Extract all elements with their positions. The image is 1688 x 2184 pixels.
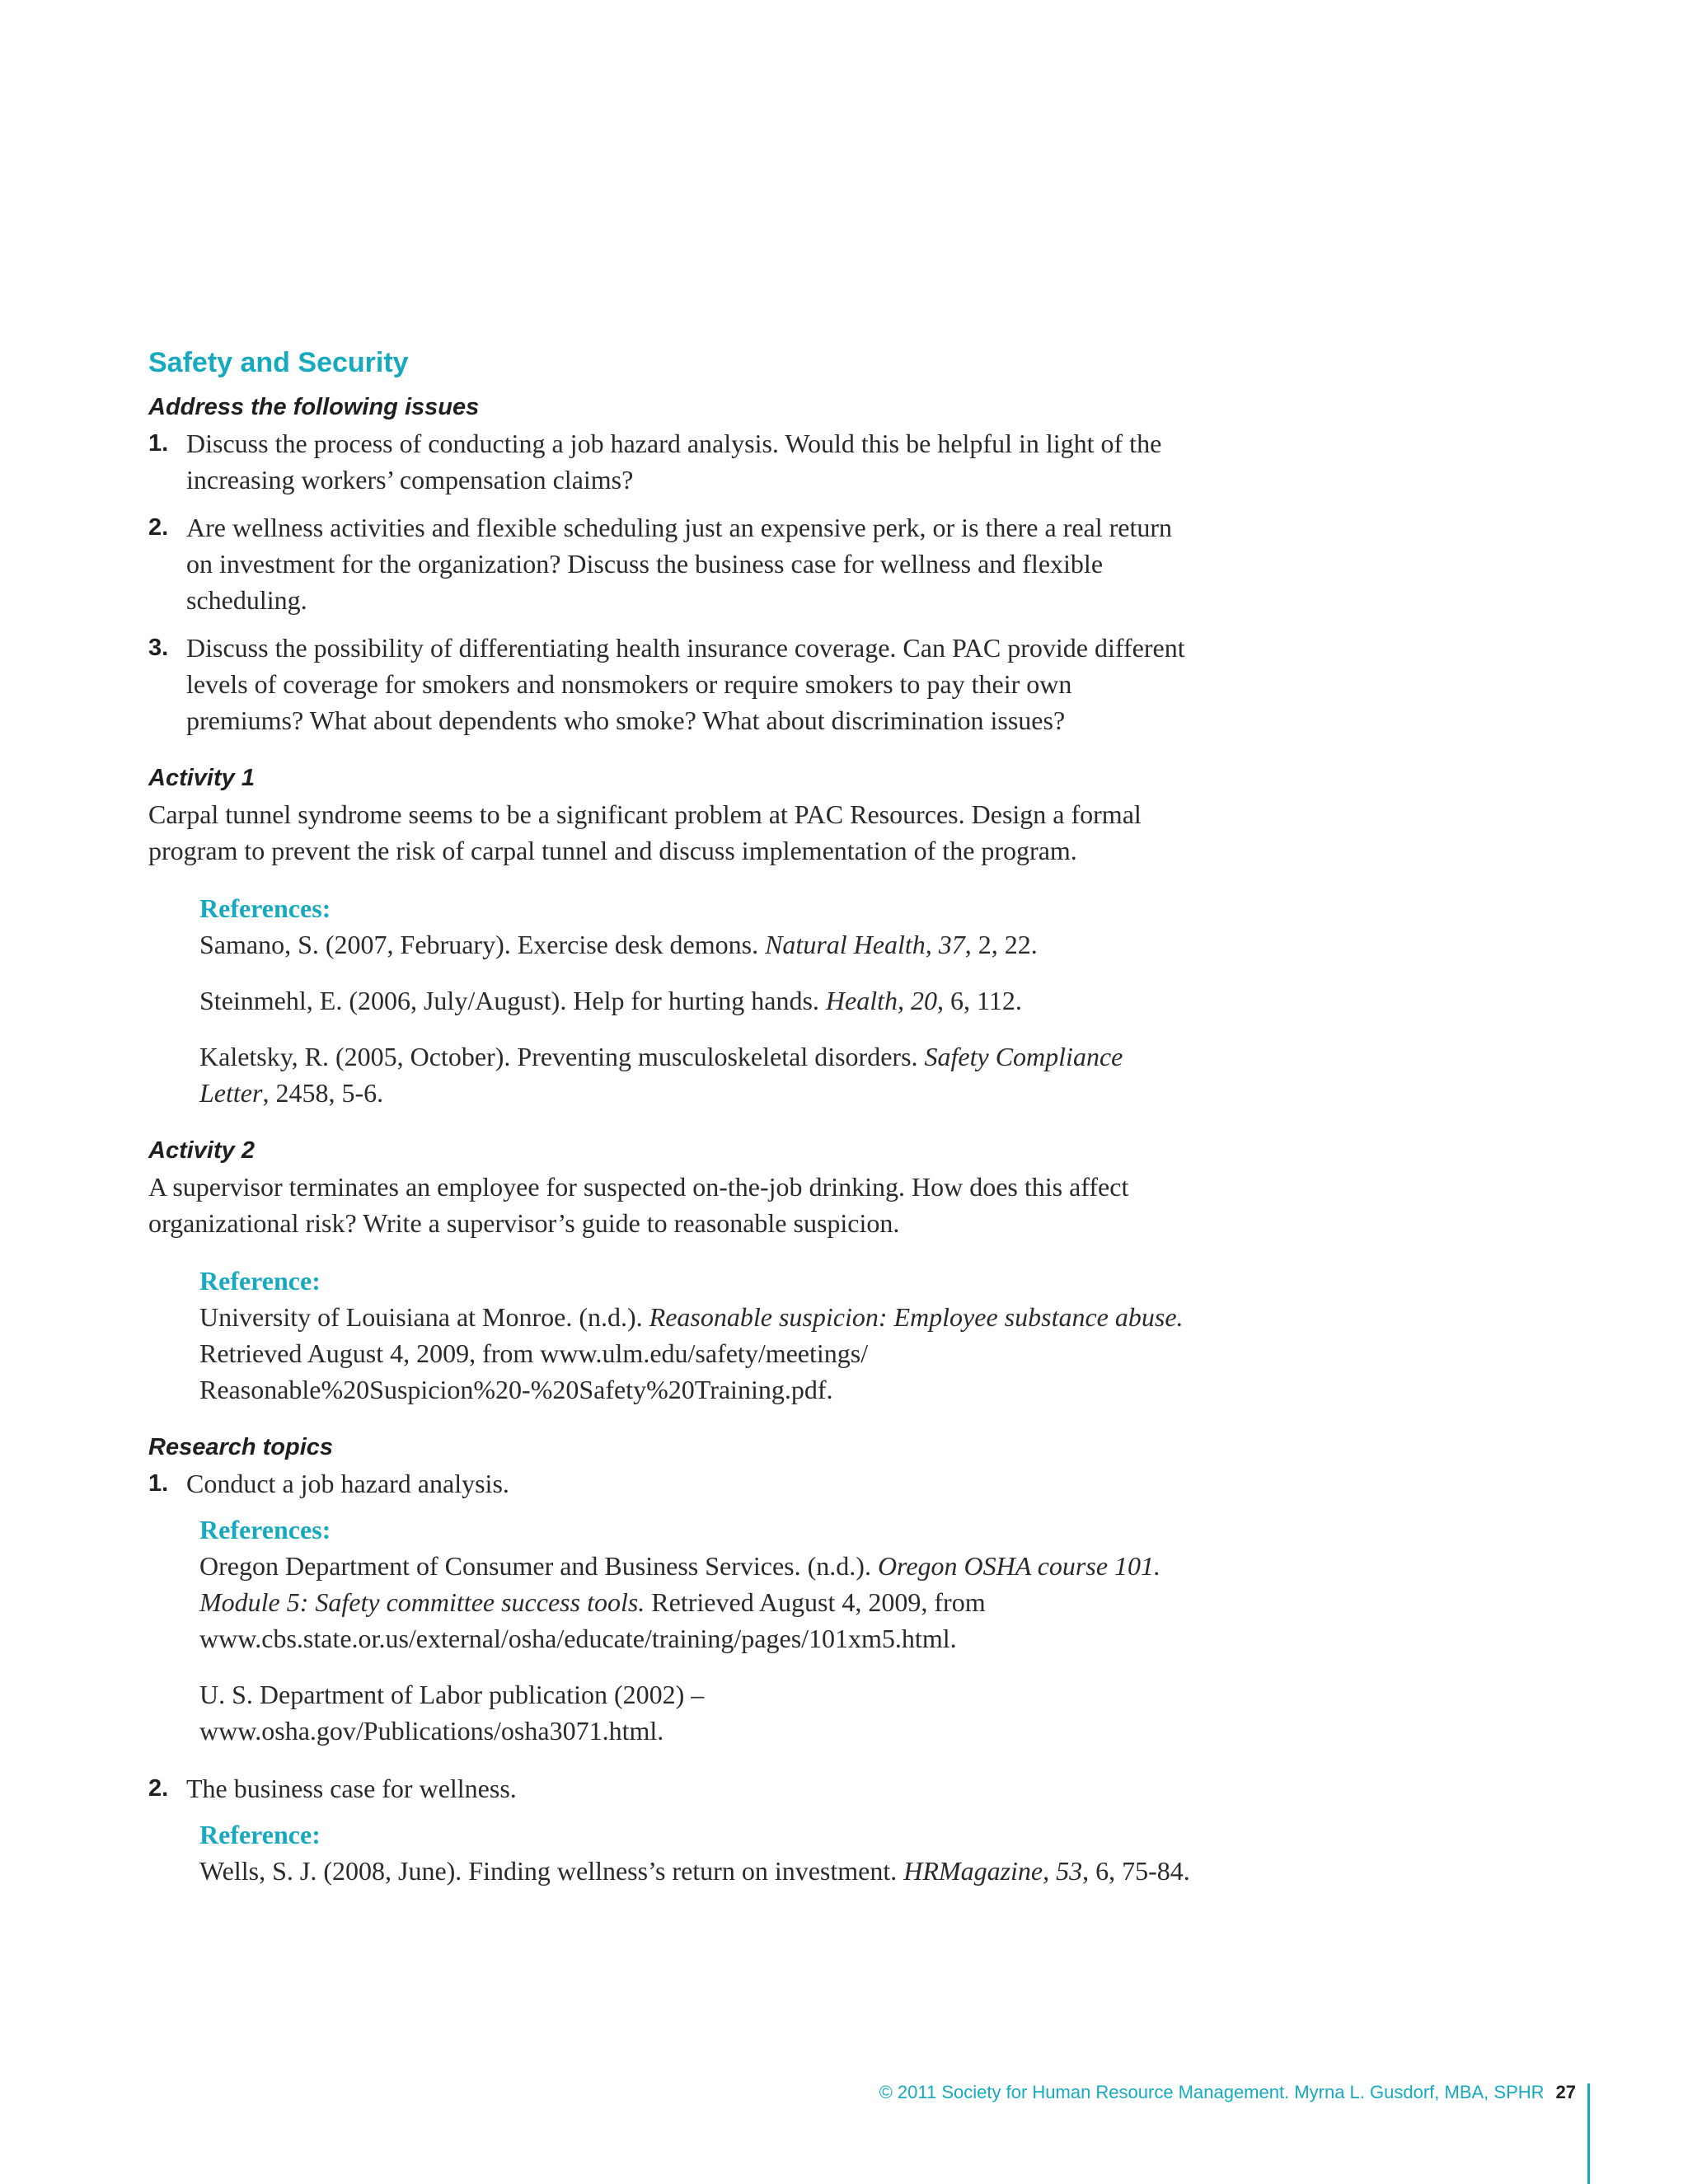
reference-text: Samano, S. (2007, February). Exercise desk demons. bbox=[199, 930, 766, 959]
activity1-heading: Activity 1 bbox=[148, 765, 255, 791]
activity2-text: A supervisor terminates an employee for suspected on-the-job drinking. How does this affect organizational risk? Write a supervisor’s guide to reasonable suspicion. bbox=[148, 1172, 1129, 1238]
list-number: 1. bbox=[148, 430, 169, 457]
reference-italic: Health, 20 bbox=[825, 986, 938, 1015]
reference-heading: Reference: bbox=[199, 1820, 321, 1849]
list-number: 1. bbox=[148, 1470, 169, 1497]
activity1-references bbox=[199, 890, 1195, 1111]
research-topic1-references bbox=[199, 1511, 1195, 1749]
footer-rule bbox=[1587, 2083, 1590, 2184]
reference-italic: Reasonable suspicion: Employee substance abuse. bbox=[649, 1302, 1184, 1332]
footer-copyright: © 2011 Society for Human Resource Management. Myrna L. Gusdorf, MBA, SPHR bbox=[879, 2082, 1545, 2102]
reference-text: Retrieved August 4, 2009, from www.cbs.state.or.us/external/osha/educate/training/pages/101xm5.html. bbox=[199, 1587, 986, 1653]
reference-entry bbox=[199, 1548, 1195, 1657]
reference-text: Wells, S. J. (2008, June). Finding wellness’s return on investment. bbox=[199, 1856, 904, 1886]
reference-italic: Safety Compliance Letter bbox=[199, 1042, 1123, 1108]
reference-text: Oregon Department of Consumer and Business Services. (n.d.). bbox=[199, 1551, 878, 1581]
reference-text: , 2, 22. bbox=[964, 930, 1038, 959]
list-item bbox=[148, 1770, 1195, 1807]
reference-italic: Natural Health, 37 bbox=[765, 930, 965, 959]
reference-italic: HRMagazine, 53 bbox=[903, 1856, 1083, 1886]
activity1-text: Carpal tunnel syndrome seems to be a significant problem at PAC Resources. Design a formal program to prevent the risk of carpal tunnel and discuss implementation of the program. bbox=[148, 799, 1142, 865]
reference-text: Retrieved August 4, 2009, from www.ulm.edu/safety/meetings/ Reasonable%20Suspicion%20-%20Safety%20Training.pdf. bbox=[199, 1338, 869, 1404]
reference-entry bbox=[199, 1038, 1195, 1111]
research-heading: Research topics bbox=[148, 1434, 334, 1460]
reference-text: , 6, 75-84. bbox=[1082, 1856, 1190, 1886]
research-list bbox=[148, 1770, 1195, 1807]
list-item-text: Discuss the process of conducting a job hazard analysis. Would this be helpful in light of the increasing workers’ compensation claims? bbox=[186, 429, 1162, 494]
reference-text: Kaletsky, R. (2005, October). Preventing musculoskeletal disorders. bbox=[199, 1042, 925, 1071]
list-item bbox=[148, 509, 1195, 618]
references-heading: References: bbox=[199, 1515, 331, 1544]
list-item-text: Are wellness activities and flexible scheduling just an expensive perk, or is there a real return on investment for the organization? Discuss the business case for wellness and flexible scheduling. bbox=[186, 513, 1173, 615]
list-item bbox=[148, 425, 1195, 498]
reference-heading: Reference: bbox=[199, 1266, 321, 1296]
activity2-references bbox=[199, 1263, 1195, 1408]
reference-text: , 2458, 5-6. bbox=[262, 1078, 384, 1108]
reference-text: U. S. Department of Labor publication (2002) – www.osha.gov/Publications/osha3071.html. bbox=[199, 1680, 705, 1746]
reference-entry bbox=[199, 1853, 1195, 1889]
list-item-text: The business case for wellness. bbox=[186, 1774, 517, 1803]
research-topic2-references bbox=[199, 1816, 1195, 1889]
address-heading: Address the following issues bbox=[148, 394, 480, 420]
references-heading: References: bbox=[199, 893, 331, 923]
list-number: 3. bbox=[148, 635, 169, 661]
research-list bbox=[148, 1465, 1195, 1502]
reference-text: Steinmehl, E. (2006, July/August). Help for hurting hands. bbox=[199, 986, 826, 1015]
activity2-heading: Activity 2 bbox=[148, 1137, 255, 1164]
list-item bbox=[148, 1465, 1195, 1502]
reference-text: , 6, 112. bbox=[937, 986, 1022, 1015]
reference-entry bbox=[199, 926, 1195, 963]
list-number: 2. bbox=[148, 1775, 169, 1802]
reference-italic: Oregon OSHA course 101. Module 5: Safety committee success tools. bbox=[199, 1551, 1161, 1617]
page-number: 27 bbox=[1555, 2082, 1576, 2102]
reference-entry bbox=[199, 982, 1195, 1019]
page-content bbox=[148, 344, 1195, 1889]
list-number: 2. bbox=[148, 514, 169, 541]
reference-entry bbox=[199, 1676, 776, 1749]
address-list bbox=[148, 425, 1195, 738]
list-item-text: Conduct a job hazard analysis. bbox=[186, 1469, 509, 1498]
list-item-text: Discuss the possibility of differentiating health insurance coverage. Can PAC provide different levels of coverage for smokers and nonsmokers or require smokers to pay their own premiums? What about dependents who smoke? What about discrimination issues? bbox=[186, 633, 1185, 735]
page-footer bbox=[879, 2080, 1576, 2105]
list-item bbox=[148, 630, 1195, 738]
section-title: Safety and Security bbox=[148, 347, 409, 378]
reference-entry bbox=[199, 1299, 1195, 1408]
reference-text: University of Louisiana at Monroe. (n.d.). bbox=[199, 1302, 649, 1332]
